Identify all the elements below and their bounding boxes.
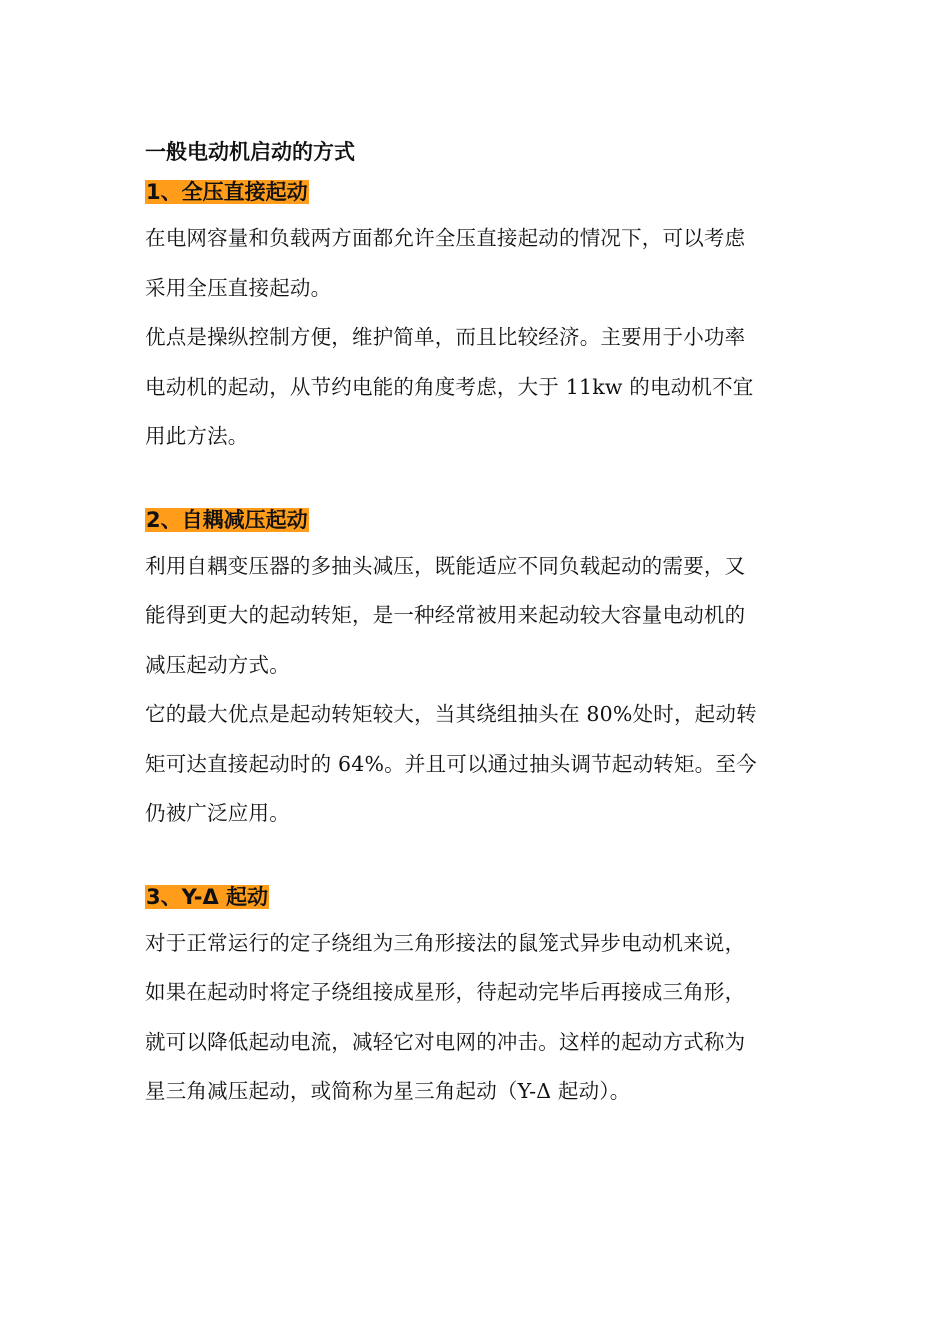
paragraph-line: 对于正常运行的定子绕组为三角形接法的鼠笼式异步电动机来说， xyxy=(145,930,746,955)
highlighted-heading-text: 2、自耦减压起动 xyxy=(146,507,308,532)
paragraph-line: 仍被广泛应用。 xyxy=(145,801,290,825)
section-heading xyxy=(145,178,805,206)
paragraph-line: 优点是操纵控制方便，维护简单，而且比较经济。主要用于小功率 xyxy=(145,325,746,349)
paragraph-line: 在电网容量和负载两方面都允许全压直接起动的情况下，可以考虑 xyxy=(145,226,746,250)
section-full-voltage-start xyxy=(145,178,805,462)
paragraph-line: 就可以降低起动电流，减轻它对电网的冲击。这样的起动方式称为 xyxy=(145,1029,746,1054)
document-title: 一般电动机启动的方式 xyxy=(145,140,355,164)
paragraph-line: 星三角减压起动，或简称为星三角起动（Y-Δ 起动）。 xyxy=(145,1079,631,1103)
paragraph-line: 能得到更大的起动转矩，是一种经常被用来起动较大容量电动机的 xyxy=(145,603,746,627)
paragraph-line: 采用全压直接起动。 xyxy=(145,275,332,300)
section-autotransformer-start xyxy=(145,506,805,839)
paragraph-line: 它的最大优点是起动转矩较大，当其绕组抽头在 80%处时，起动转 xyxy=(145,702,757,726)
highlighted-heading-text: 1、全压直接起动 xyxy=(146,180,308,204)
paragraph-line: 电动机的起动，从节约电能的角度考虑，大于 11kw 的电动机不宜 xyxy=(145,374,754,399)
paragraph-line: 如果在起动时将定子绕组接成星形，待起动完毕后再接成三角形， xyxy=(145,980,746,1004)
paragraph-line: 减压起动方式。 xyxy=(145,652,290,677)
paragraph-line: 矩可达直接起动时的 64%。并且可以通过抽头调节起动转矩。至今 xyxy=(145,751,757,776)
section-spacer xyxy=(145,462,805,500)
section-star-delta-start xyxy=(145,883,805,1117)
section-heading xyxy=(145,883,805,911)
paragraph-line: 用此方法。 xyxy=(145,424,249,448)
section-heading xyxy=(145,506,805,534)
highlighted-heading-text: 3、Y-Δ 起动 xyxy=(146,884,269,909)
paragraph-line: 利用自耦变压器的多抽头减压，既能适应不同负载起动的需要，又 xyxy=(145,553,746,578)
section-spacer xyxy=(145,839,805,877)
document-body xyxy=(145,132,805,1117)
